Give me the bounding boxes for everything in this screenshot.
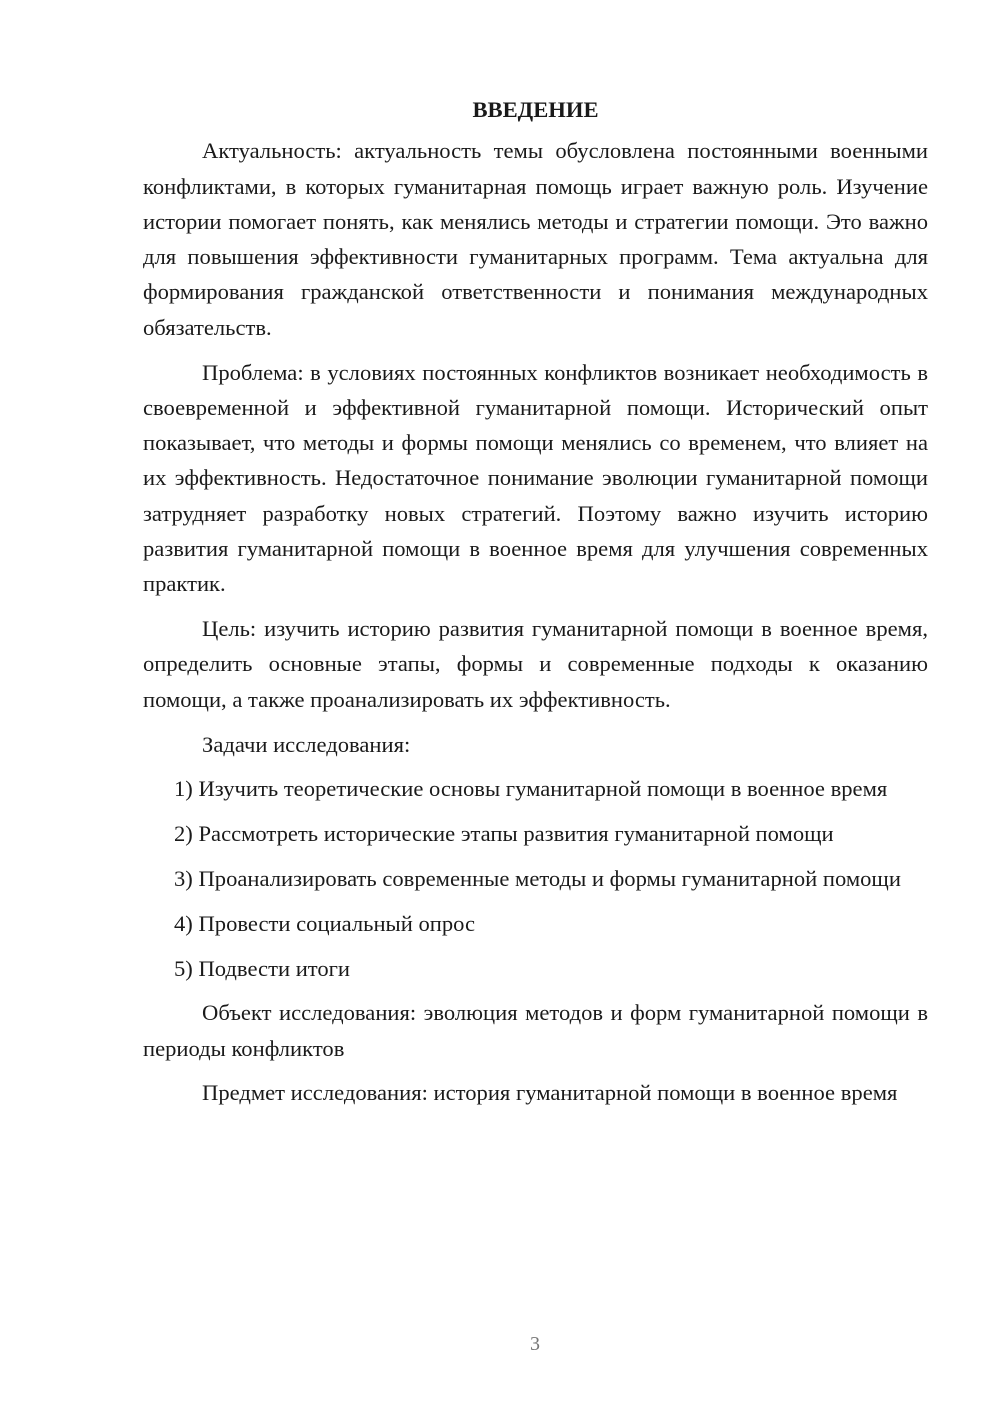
- task-item-3: 3) Проанализировать современные методы и формы гуманитарной помощи: [174, 865, 901, 891]
- task-item-1: 1) Изучить теоретические основы гуманитарной помощи в военное время: [174, 776, 888, 802]
- tasks-heading: Задачи исследования:: [202, 731, 411, 757]
- paragraph-problem: Проблема: в условиях постоянных конфликтов возникает необходимость в своевременной и эффективной гуманитарной помощи. Исторический опыт показывает, что методы и формы помощи менялись со временем, что влияет на их эффективность. Недостаточное понимание эволюции гуманитарной помощи затрудняет разработку новых стратегий. Поэтому важно изучить историю развития гуманитарной помощи в военное время для улучшения современных практик.: [143, 359, 928, 597]
- paragraph-subject: Предмет исследования: история гуманитарной помощи в военное время: [202, 1080, 898, 1106]
- paragraph-goal: Цель: изучить историю развития гуманитарной помощи в военное время, определить основные этапы, формы и современные подходы к оказанию помощи, а также проанализировать их эффективность.: [143, 616, 928, 712]
- page-number: 3: [530, 1333, 540, 1355]
- page-title: ВВЕДЕНИЕ: [472, 97, 599, 122]
- task-item-5: 5) Подвести итоги: [174, 955, 351, 981]
- paragraph-object: Объект исследования: эволюция методов и форм гуманитарной помощи в периоды конфликтов: [143, 1000, 928, 1061]
- paragraph-relevance: Актуальность: актуальность темы обусловлена постоянными военными конфликтами, в которых гуманитарная помощь играет важную роль. Изучение истории помогает понять, как менялись методы и стратегии помощи. Это важно для повышения эффективности гуманитарных программ. Тема актуальна для формирования гражданской ответственности и понимания международных обязательств.: [143, 138, 928, 340]
- task-item-4: 4) Провести социальный опрос: [174, 910, 476, 936]
- page-content: [143, 92, 928, 1120]
- task-item-2: 2) Рассмотреть исторические этапы развития гуманитарной помощи: [174, 821, 834, 847]
